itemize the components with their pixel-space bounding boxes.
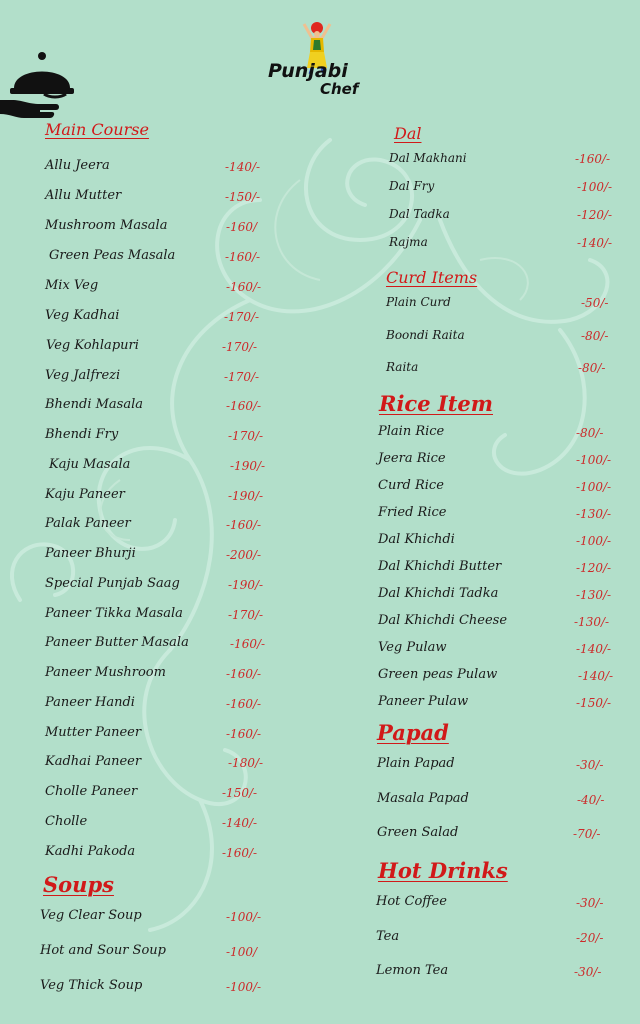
item-price: -190/- [228,578,264,592]
item-price: -170/- [224,310,260,324]
item-name: Hot Coffee [376,894,447,909]
item-price: -170/- [228,608,264,622]
item-price: -160/ [226,220,258,234]
item-name: Paneer Mushroom [45,665,166,680]
item-name: Kadhai Paneer [45,754,142,769]
item-name: Paneer Pulaw [378,694,469,709]
item-price: -30/- [576,896,604,910]
item-price: -170/- [222,340,258,354]
item-name: Mutter Paneer [45,725,142,740]
item-name: Green Salad [377,825,459,840]
item-name: Dal Tadka [389,207,450,221]
item-price: -140/- [576,642,612,656]
item-name: Lemon Tea [376,963,449,978]
item-name: Bhendi Fry [45,427,119,442]
item-name: Bhendi Masala [45,397,143,412]
item-name: Veg Thick Soup [40,978,143,993]
item-name: Plain Papad [377,756,455,771]
item-price: -40/- [577,793,605,807]
item-name: Green peas Pulaw [378,667,498,682]
item-price: -160/- [226,518,262,532]
item-price: -160/- [575,152,611,166]
item-price: -190/- [228,489,264,503]
item-name: Hot and Sour Soup [40,943,166,958]
item-name: Special Punjab Saag [45,576,180,591]
item-price: -30/- [576,758,604,772]
item-price: -100/- [576,534,612,548]
item-price: -100/ [226,945,258,959]
item-price: -160/- [226,399,262,413]
item-name: Jeera Rice [378,451,446,466]
logo-text-punjabi: Punjabi [268,60,348,82]
item-price: -130/- [576,588,612,602]
item-name: Kadhi Pakoda [45,844,136,859]
item-price: -100/- [226,980,262,994]
item-name: Masala Papad [377,791,469,806]
item-price: -120/- [577,208,613,222]
item-name: Allu Mutter [45,188,122,203]
item-name: Paneer Bhurji [45,546,136,561]
item-name: Veg Kadhai [45,308,120,323]
item-price: -50/- [581,296,609,310]
item-price: -140/- [578,669,614,683]
item-name: Fried Rice [378,505,447,520]
item-name: Cholle Paneer [45,784,138,799]
item-price: -140/- [577,236,613,250]
item-price: -170/- [224,370,260,384]
punjabi-chef-logo [262,20,382,102]
serving-cloche-icon [0,48,80,128]
item-name: Boondi Raita [386,328,465,342]
item-price: -170/- [228,429,264,443]
item-price: -120/- [576,561,612,575]
item-price: -150/- [576,696,612,710]
item-price: -160/- [225,250,261,264]
item-name: Veg Pulaw [378,640,447,655]
logo-text-chef: Chef [320,80,359,98]
item-name: Veg Kohlapuri [46,338,139,353]
item-price: -130/- [576,507,612,521]
item-price: -160/- [222,846,258,860]
item-price: -160/- [226,727,262,741]
item-price: -160/- [226,667,262,681]
item-name: Cholle [45,814,88,829]
item-price: -70/- [573,827,601,841]
item-price: -100/- [576,480,612,494]
main-course-heading: Main Course [45,120,149,139]
item-name: Mushroom Masala [45,218,168,233]
item-price: -140/- [225,160,261,174]
item-name: Rajma [389,235,428,249]
item-price: -130/- [574,615,610,629]
item-price: -80/- [578,361,606,375]
item-name: Dal Khichdi Butter [378,559,502,574]
item-name: Curd Rice [378,478,444,493]
item-price: -160/- [226,280,262,294]
item-price: -190/- [230,459,266,473]
item-name: Dal Khichdi Cheese [378,613,508,628]
item-name: Tea [376,929,400,944]
item-name: Allu Jeera [45,158,110,173]
item-name: Raita [386,360,419,374]
item-price: -200/- [226,548,262,562]
item-price: -150/- [222,786,258,800]
item-name: Dal Fry [389,179,435,193]
papad-heading: Papad [377,720,449,745]
item-price: -80/- [576,426,604,440]
item-price: -160/- [226,697,262,711]
rice-item-heading: Rice Item [379,391,493,416]
item-price: -100/- [577,180,613,194]
item-price: -160/- [230,637,266,651]
item-price: -30/- [574,965,602,979]
item-name: Paneer Butter Masala [45,635,189,650]
item-name: Dal Khichdi Tadka [378,586,499,601]
item-name: Kaju Masala [49,457,131,472]
item-price: -180/- [228,756,264,770]
item-price: -80/- [581,329,609,343]
item-name: Green Peas Masala [49,248,176,263]
item-name: Paneer Tikka Masala [45,606,183,621]
item-price: -150/- [225,190,261,204]
item-name: Plain Rice [378,424,445,439]
item-name: Mix Veg [45,278,99,293]
item-price: -100/- [226,910,262,924]
soups-heading: Soups [43,872,114,897]
item-name: Kaju Paneer [45,487,125,502]
item-name: Dal Makhani [389,151,467,165]
item-name: Plain Curd [386,295,451,309]
item-name: Veg Clear Soup [40,908,142,923]
item-price: -100/- [576,453,612,467]
item-name: Palak Paneer [45,516,131,531]
hot-drinks-heading: Hot Drinks [378,858,508,883]
item-name: Dal Khichdi [378,532,455,547]
item-price: -140/- [222,816,258,830]
item-name: Paneer Handi [45,695,135,710]
item-price: -20/- [576,931,604,945]
dal-heading: Dal [394,124,422,143]
item-name: Veg Jalfrezi [45,368,121,383]
curd-items-heading: Curd Items [386,268,478,287]
